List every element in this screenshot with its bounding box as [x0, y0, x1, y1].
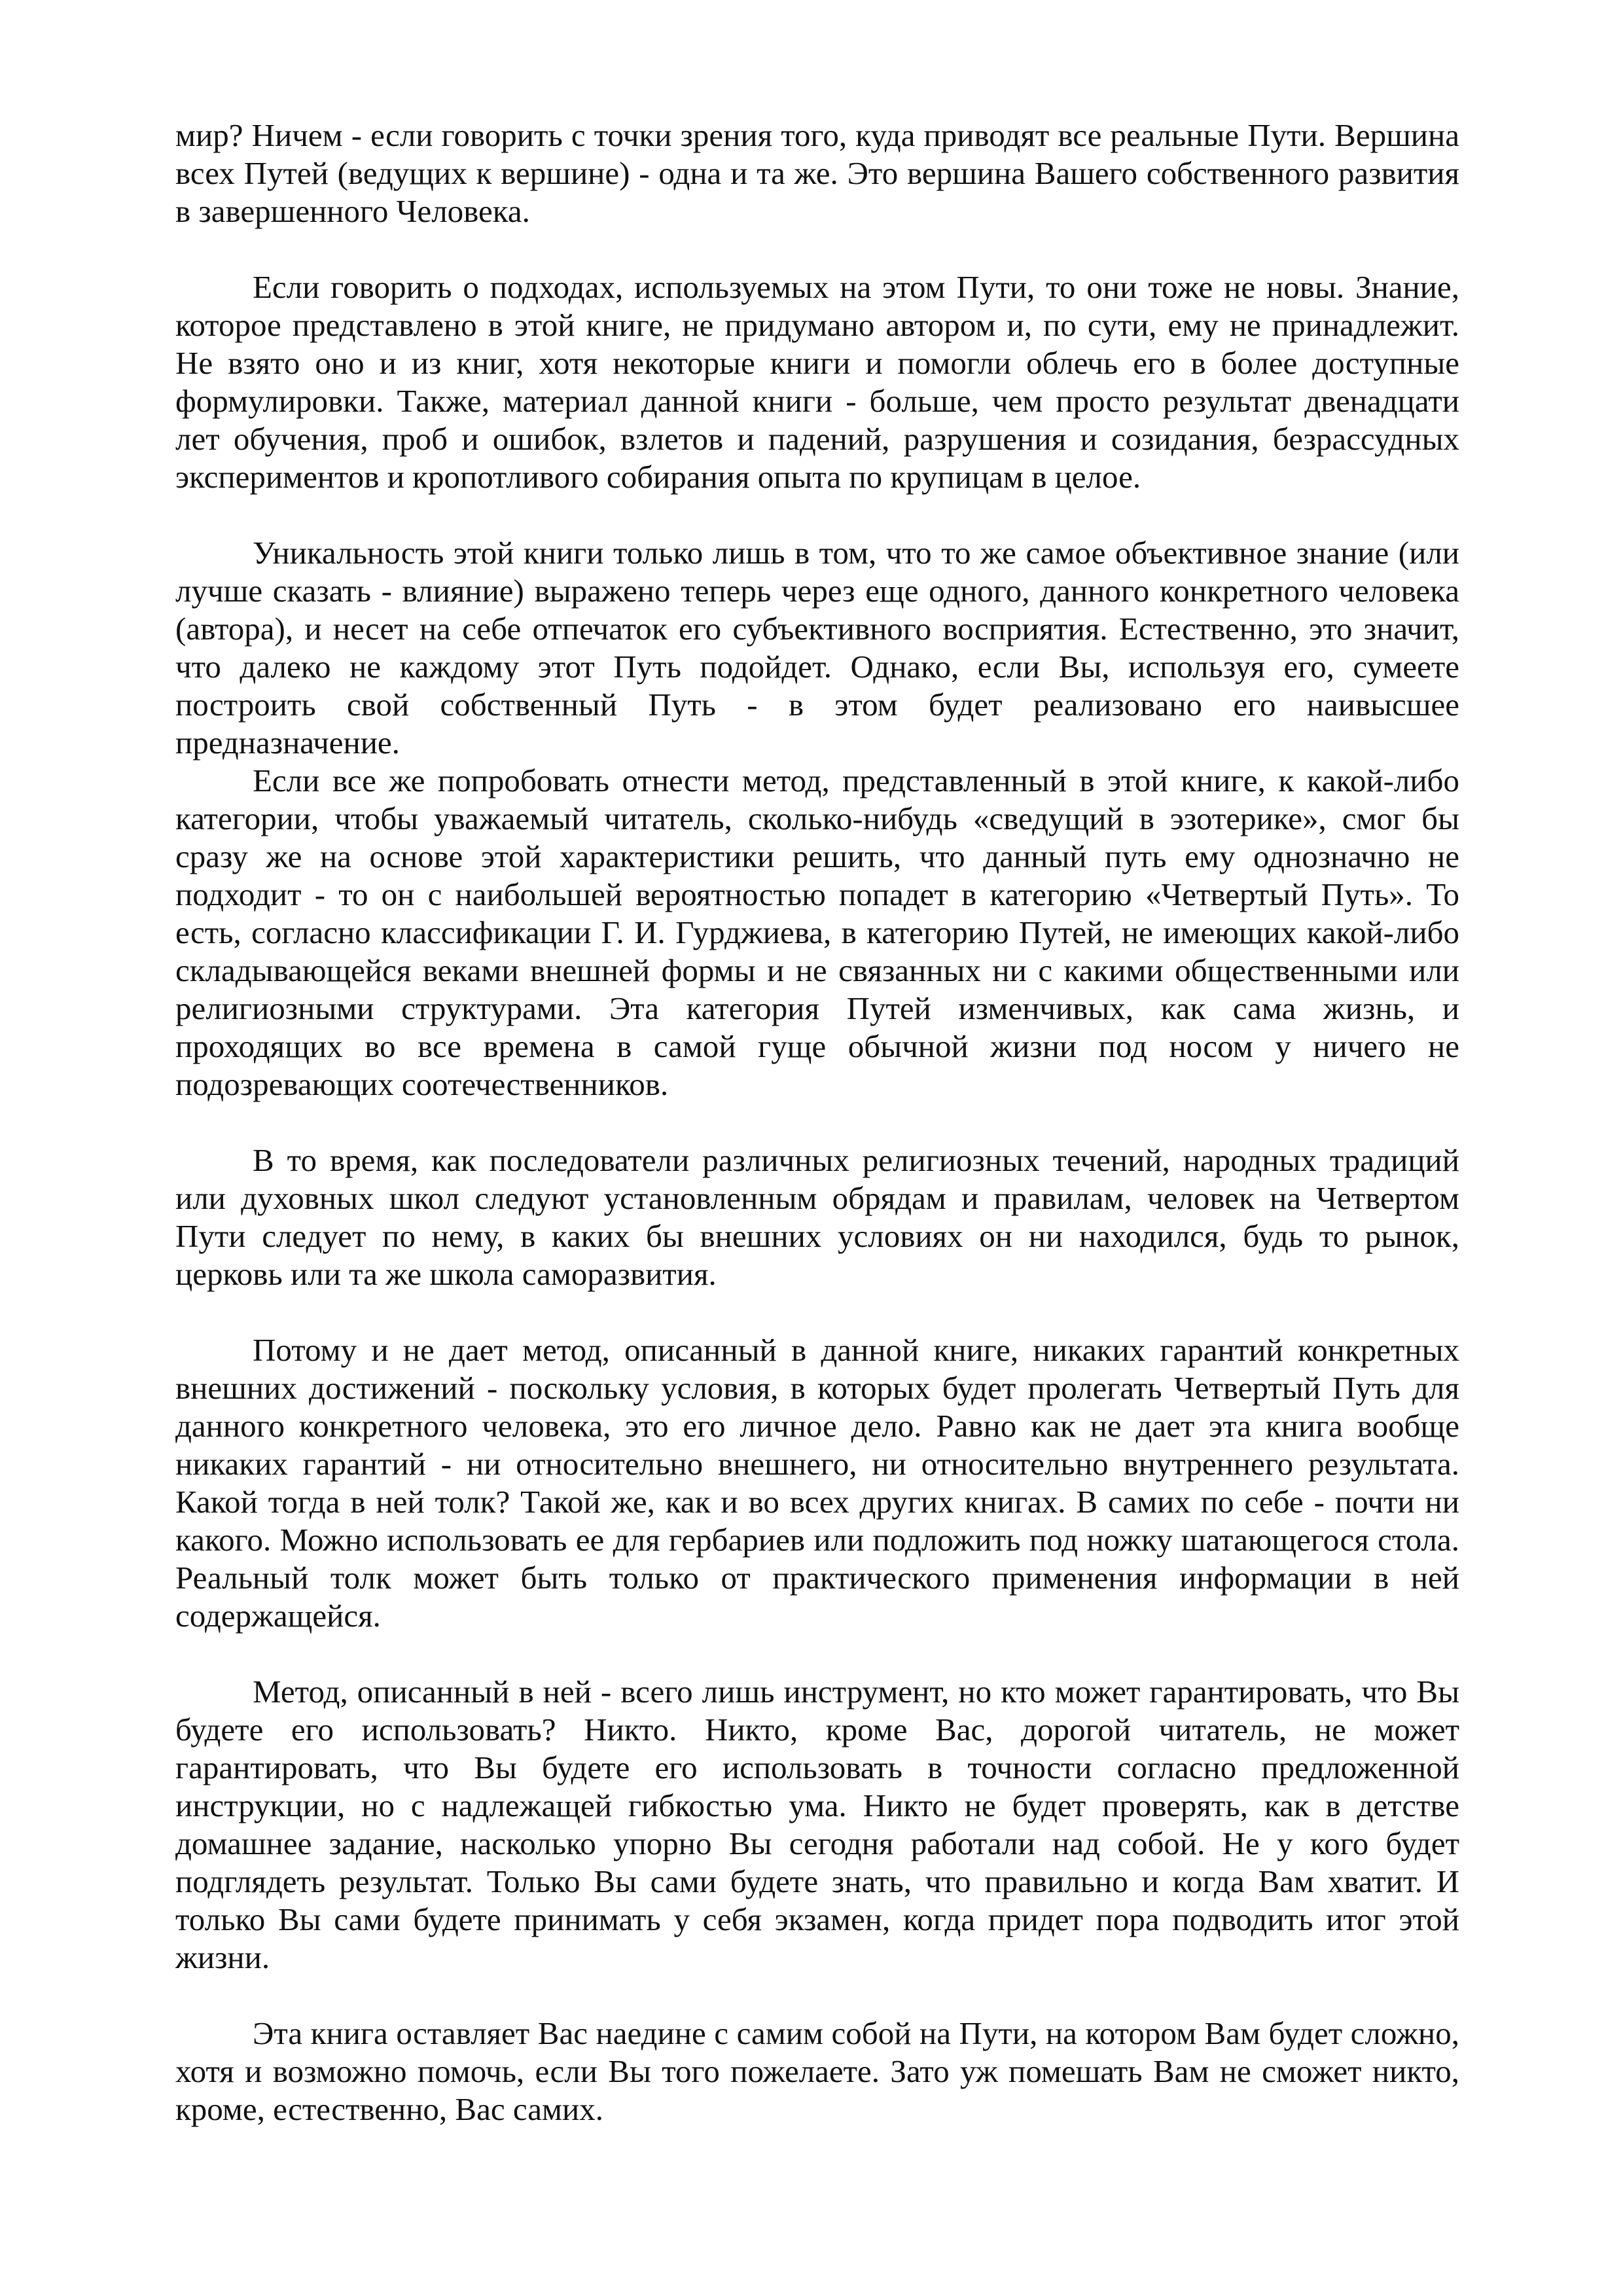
- paragraph-closing: Эта книга оставляет Вас наедине с самим собой на Пути, на котором Вам будет сложно, хотя и возможно помочь, если Вы того пожелаете. Зато уж помешать Вам не сможет никто, кроме, естественно, Вас самих.: [175, 2015, 1459, 2127]
- paragraph-fourth-way: Если все же попробовать отнести метод, представленный в этой книге, к какой-либо категории, чтобы уважаемый читатель, сколько-нибудь «сведущий в эзотерике», смог бы сразу же на основе этой характеристики решить, что данный путь ему однозначно не подходит - то он с наибольшей вероятностью попадет в категорию «Четвертый Путь». То есть, согласно классификации Г. И. Гурджиева, в категорию Путей, не имеющих какой-либо складывающейся веками внешней формы и не связанных ни с какими общественными или религиозными структурами. Эта категория Путей изменчивых, как сама жизнь, и проходящих во все времена в самой гуще обычной жизни под носом у ничего не подозревающих соотечественников.: [175, 762, 1459, 1102]
- paragraph-continuation: мир? Ничем - если говорить с точки зрения того, куда приводят все реальные Пути. Вершина всех Путей (ведущих к вершине) - одна и та же. Это вершина Вашего собственного развития в завершенного Человека.: [175, 117, 1459, 229]
- paragraph-approaches: Если говорить о подходах, используемых на этом Пути, то они тоже не новы. Знание, которое представлено в этой книге, не придумано автором и, по сути, ему не принадлежит. Не взято оно и из книг, хотя некоторые книги и помогли облечь его в более доступные формулировки. Также, материал данной книги - больше, чем просто результат двенадцати лет обучения, проб и ошибок, взлетов и падений, разрушения и созидания, безрассудных экспериментов и кропотливого собирания опыта по крупицам в целое.: [175, 269, 1459, 495]
- paragraph-method-instrument: Метод, описанный в ней - всего лишь инструмент, но кто может гарантировать, что Вы будете его использовать? Никто. Никто, кроме Вас, дорогой читатель, не может гарантировать, что Вы будете его использовать в точности согласно предложенной инструкции, но с надлежащей гибкостью ума. Никто не будет проверять, как в детстве домашнее задание, насколько упорно Вы сегодня работали над собой. Не у кого будет подглядеть результат. Только Вы сами будете знать, что правильно и когда Вам хватит. И только Вы сами будете принимать у себя экзамен, когда придет пора подводить итог этой жизни.: [175, 1674, 1459, 1975]
- paragraph-religious-traditions: В то время, как последователи различных религиозных течений, народных традиций или духовных школ следуют установленным обрядам и правилам, человек на Четвертом Пути следует по нему, в каких бы внешних условиях он ни находился, будь то рынок, церковь или та же школа саморазвития.: [175, 1142, 1459, 1292]
- body-text: [175, 117, 1459, 2128]
- paragraph-uniqueness: Уникальность этой книги только лишь в том, что то же самое объективное знание (или лучше сказать - влияние) выражено теперь через еще одного, данного конкретного человека (автора), и несет на себе отпечаток его субъективного восприятия. Естественно, это значит, что далеко не каждому этот Путь подойдет. Однако, если Вы, используя его, сумеете построить свой собственный Путь - в этом будет реализовано его наивысшее предназначение.: [175, 535, 1459, 761]
- paragraph-no-guarantees: Потому и не дает метод, описанный в данной книге, никаких гарантий конкретных внешних достижений - поскольку условия, в которых будет пролегать Четвертый Путь для данного конкретного человека, это его личное дело. Равно как не дает эта книга вообще никаких гарантий - ни относительно внешнего, ни относительно внутреннего результата. Какой тогда в ней толк? Такой же, как и во всех других книгах. В самих по себе - почти ни какого. Можно использовать ее для гербариев или подложить под ножку шатающегося стола. Реальный толк может быть только от практического применения информации в ней содержащейся.: [175, 1332, 1459, 1634]
